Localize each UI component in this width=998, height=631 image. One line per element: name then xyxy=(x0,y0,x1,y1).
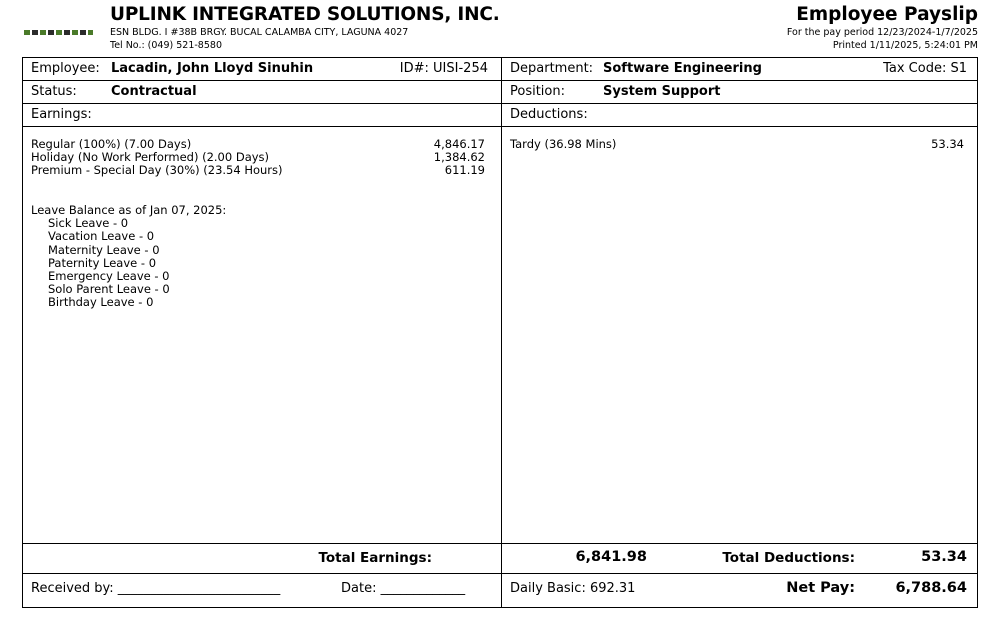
leave-item: Sick Leave - 0 xyxy=(48,216,129,231)
leave-item: Birthday Leave - 0 xyxy=(48,295,154,310)
department-value: Software Engineering xyxy=(603,61,762,76)
earnings-item-name: Premium - Special Day (30%) (23.54 Hours) xyxy=(31,163,283,178)
spacer xyxy=(31,191,493,204)
position-value: System Support xyxy=(603,84,721,99)
date-field[interactable]: Date: _____________ xyxy=(341,581,466,596)
leave-item: Vacation Leave - 0 xyxy=(48,229,155,244)
earnings-list xyxy=(31,138,493,310)
status-value: Contractual xyxy=(111,84,197,99)
total-deductions-label: Total Deductions: xyxy=(722,550,855,566)
net-pay-amount: 6,788.64 xyxy=(895,580,967,596)
status-label: Status: xyxy=(31,84,77,99)
leave-item: Emergency Leave - 0 xyxy=(48,268,170,283)
printed-timestamp: Printed 1/11/2025, 5:24:01 PM xyxy=(832,40,978,51)
deductions-heading: Deductions: xyxy=(510,107,588,122)
company-telephone: Tel No.: (049) 521-8580 xyxy=(110,40,222,51)
company-logo-icon xyxy=(22,24,94,40)
document-header xyxy=(22,4,978,50)
received-by-field[interactable]: Received by: _________________________ xyxy=(31,581,281,596)
company-address: ESN BLDG. I #38B BRGY. BUCAL CALAMBA CITY, LAGUNA 4027 xyxy=(110,27,409,38)
spacer xyxy=(31,178,493,191)
leave-item: Paternity Leave - 0 xyxy=(48,255,157,270)
column-divider xyxy=(501,58,502,607)
deductions-item-name: Tardy (36.98 Mins) xyxy=(510,137,617,151)
total-deductions-amount: 53.34 xyxy=(921,549,967,565)
earnings-item-amount: 1,384.62 xyxy=(433,150,485,165)
deductions-list xyxy=(510,138,972,151)
divider-totals xyxy=(23,543,977,544)
leave-item: Solo Parent Leave - 0 xyxy=(48,282,170,297)
page-title: Employee Payslip xyxy=(796,4,978,25)
company-name: UPLINK INTEGRATED SOLUTIONS, INC. xyxy=(110,4,500,25)
position-label: Position: xyxy=(510,84,565,99)
company-info xyxy=(110,4,630,52)
divider-employee-row xyxy=(23,80,977,81)
total-earnings-label: Total Earnings: xyxy=(318,550,432,566)
divider-footer xyxy=(23,573,977,574)
net-pay-label: Net Pay: xyxy=(786,580,855,596)
daily-basic: Daily Basic: 692.31 xyxy=(510,581,636,596)
employee-name: Lacadin, John Lloyd Sinuhin xyxy=(111,61,314,76)
earnings-item-name: Holiday (No Work Performed) (2.00 Days) xyxy=(31,150,270,165)
deductions-item-amount: 53.34 xyxy=(931,137,964,151)
employee-id: ID#: UISI-254 xyxy=(399,61,488,76)
employee-label: Employee: xyxy=(31,61,100,76)
leave-item: Maternity Leave - 0 xyxy=(48,242,160,257)
earnings-heading: Earnings: xyxy=(31,107,92,122)
document-title-block xyxy=(558,4,978,52)
leave-balance-title: Leave Balance as of Jan 07, 2025: xyxy=(31,202,227,217)
divider-status-row xyxy=(23,103,977,104)
pay-period: For the pay period 12/23/2024-1/7/2025 xyxy=(786,27,978,38)
earnings-item-amount: 611.19 xyxy=(444,163,485,178)
earnings-item-amount: 4,846.17 xyxy=(433,137,485,151)
total-earnings-amount: 6,841.98 xyxy=(575,549,647,565)
divider-section-head xyxy=(23,126,977,127)
department-label: Department: xyxy=(510,61,594,76)
earnings-item-name: Regular (100%) (7.00 Days) xyxy=(31,137,192,151)
tax-code: Tax Code: S1 xyxy=(883,61,967,76)
deductions-line-item xyxy=(510,138,972,151)
earnings-line-item xyxy=(31,164,493,177)
payslip-table xyxy=(22,57,978,608)
